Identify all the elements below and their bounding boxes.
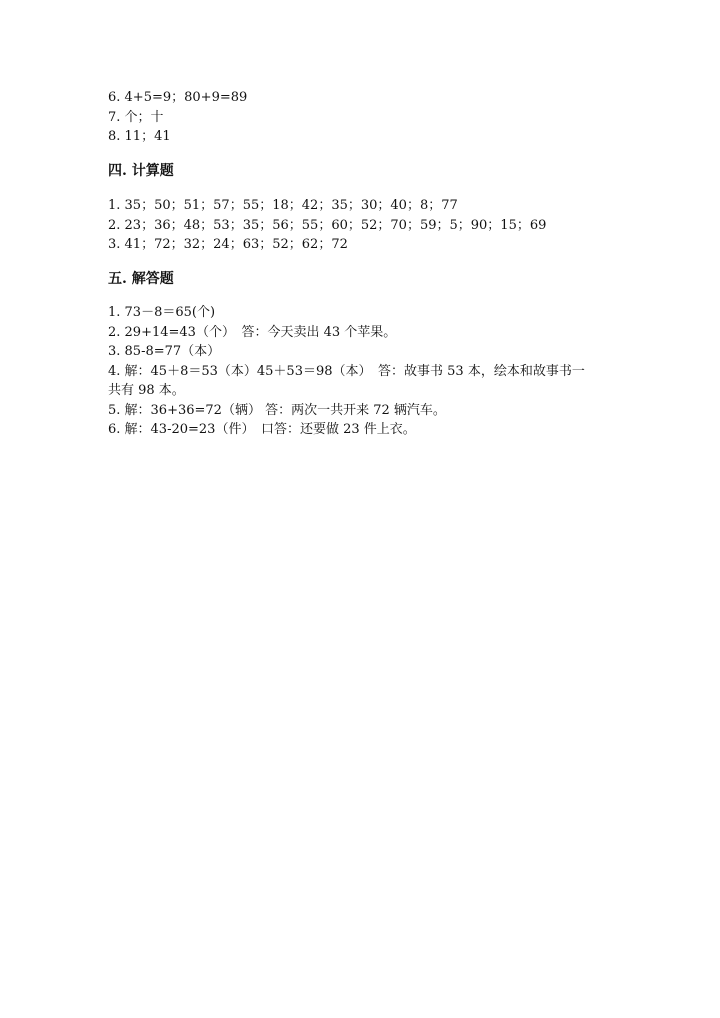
answer-line: 3. 85-8=77（本） [108,344,221,359]
answer-line-continuation: 共有 98 本。 [108,383,185,398]
answer-line: 8. 11；41 [108,129,171,144]
answer-line: 7. 个；十 [108,109,164,125]
answer-line: 4. 解：45＋8＝53（本）45＋53＝98（本） 答：故事书 53 本，绘本和故事书一 [108,363,585,379]
answer-line: 2. 29+14=43（个） 答：今天卖出 43 个苹果。 [108,324,397,340]
answer-line: 2. 23；36；48；53；35；56；55；60；52；70；59；5；90；15；69 [108,217,547,233]
answer-line: 1. 73－8＝65(个) [108,305,216,320]
answer-list-top [108,88,618,147]
answer-list-word-problems [108,303,618,440]
section-heading-calculation: 四. 计算题 [108,163,174,179]
answer-line: 3. 41；72；32；24；63；52；62；72 [108,237,348,252]
answer-line: 5. 解：36+36=72（辆） 答：两次一共开来 72 辆汽车。 [108,402,446,418]
answer-line: 1. 35；50；51；57；55；18；42；35；30；40；8；77 [108,198,458,213]
answer-line: 6. 解：43-20=23（件） 口答：还要做 23 件上衣。 [108,422,416,437]
answer-line: 6. 4+5=9；80+9=89 [108,90,248,105]
section-heading-word-problems: 五. 解答题 [108,271,174,287]
answer-list-calculation [108,196,618,255]
